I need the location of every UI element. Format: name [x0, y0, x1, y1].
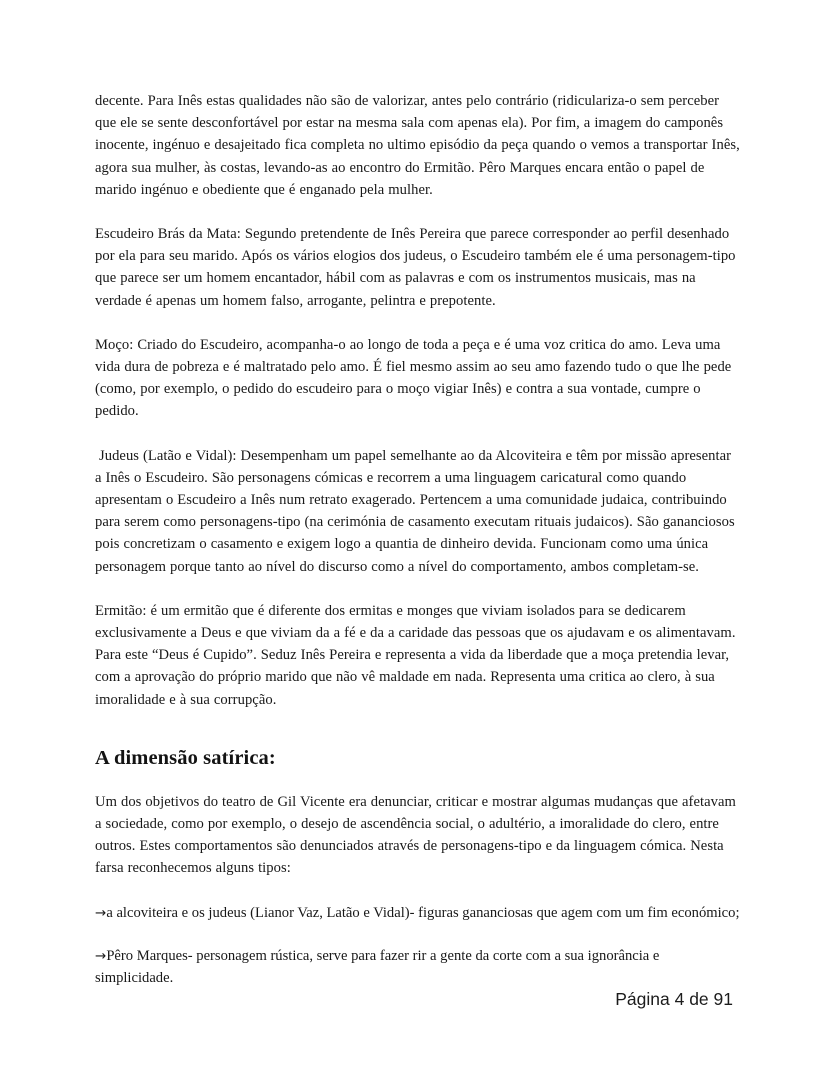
arrow-right-icon: →: [95, 904, 107, 921]
list-item: [95, 945, 740, 989]
arrow-right-icon: →: [95, 947, 107, 964]
paragraph-judeus: Judeus (Latão e Vidal): Desempenham um papel semelhante ao da Alcoviteira e têm por missão apresentar a Inês o Escudeiro. São personagens cómicas e recorrem a uma linguagem caricatural como quando apresentam o Escudeiro a Inês num retrato exagerado. Pertencem a uma comunidade judaica, contribuindo para serem como personagens-tipo (na cerimónia de casamento executam rituais judaicos). São gananciosos pois concretizam o casamento e exigem logo a quantia de dinheiro devida. Funcionam como uma única personagem porque tanto ao nível do discurso como a nível do comportamento, ambos completam-se.: [95, 447, 739, 575]
section-heading-dimensao-satirica: A dimensão satírica:: [95, 746, 276, 769]
paragraph-escudeiro-bras-da-mata: Escudeiro Brás da Mata: Segundo pretendente de Inês Pereira que parece corresponder ao perfil desenhado por ela para seu marido. Após os vários elogios dos judeus, o Escudeiro também ele é uma personagem-tipo que parece ser um homem encantador, hábil com as palavras e com os instrumentos musicais, mas na verdade é apenas um homem falso, arrogante, pelintra e prepotente.: [95, 226, 740, 309]
page-content: [95, 90, 744, 1010]
list-item-label: Pêro Marques- personagem rústica, serve para fazer rir a gente da corte com a sua ignorância e simplicidade.: [95, 947, 664, 987]
list-item-label: a alcoviteira e os judeus (Lianor Vaz, Latão e Vidal)- figuras gananciosas que agem com um fim económico;: [106, 904, 740, 921]
list-item: [95, 902, 740, 924]
paragraph-ermitao: Ermitão: é um ermitão que é diferente dos ermitas e monges que viviam isolados para se dedicarem exclusivamente a Deus e que viviam da a fé e da a caridade das pessoas que os ajudavam e os alimentavam. Para este “Deus é Cupido”. Seduz Inês Pereira e representa a vida da liberdade que a moça pretendia levar, com a aprovação do próprio marido que não vê maldade em nada. Representa uma critica ao clero, à sua imoralidade e à sua corrupção.: [95, 602, 740, 708]
page-number-footer: Página 4 de 91: [615, 989, 733, 1009]
paragraph-section-intro: Um dos objetivos do teatro de Gil Vicente era denunciar, criticar e mostrar algumas mudanças que afetavam a sociedade, como por exemplo, o desejo de ascendência social, o adultério, a imoralidade do clero, entre outros. Estes comportamentos são denunciados através de personagens-tipo e da linguagem cómica. Nesta farsa reconhecemos alguns tipos:: [95, 793, 740, 877]
paragraph-pero-marques: decente. Para Inês estas qualidades não são de valorizar, antes pelo contrário (ridiculariza-o sem perceber que ele se sente desconfortável por estar na mesma sala com apenas ela). Por fim, a imagem do camponês inocente, ingénuo e desajeitado fica completa no ultimo episódio da peça quando o vemos a transportar Inês, agora sua mulher, às costas, levando-as ao encontro do Ermitão. Pêro Marques encara então o papel de marido ingénuo e obediente que é enganado pela mulher.: [95, 93, 744, 198]
paragraph-moco: Moço: Criado do Escudeiro, acompanha-o ao longo de toda a peça e é uma voz critica do amo. Leva uma vida dura de pobreza e é maltratado pelo amo. É fiel mesmo assim ao seu amo fazendo tudo o que lhe pede (como, por exemplo, o pedido do escudeiro para o moço vigiar Inês) e contra a sua vontade, cumpre o pedido.: [95, 336, 736, 420]
